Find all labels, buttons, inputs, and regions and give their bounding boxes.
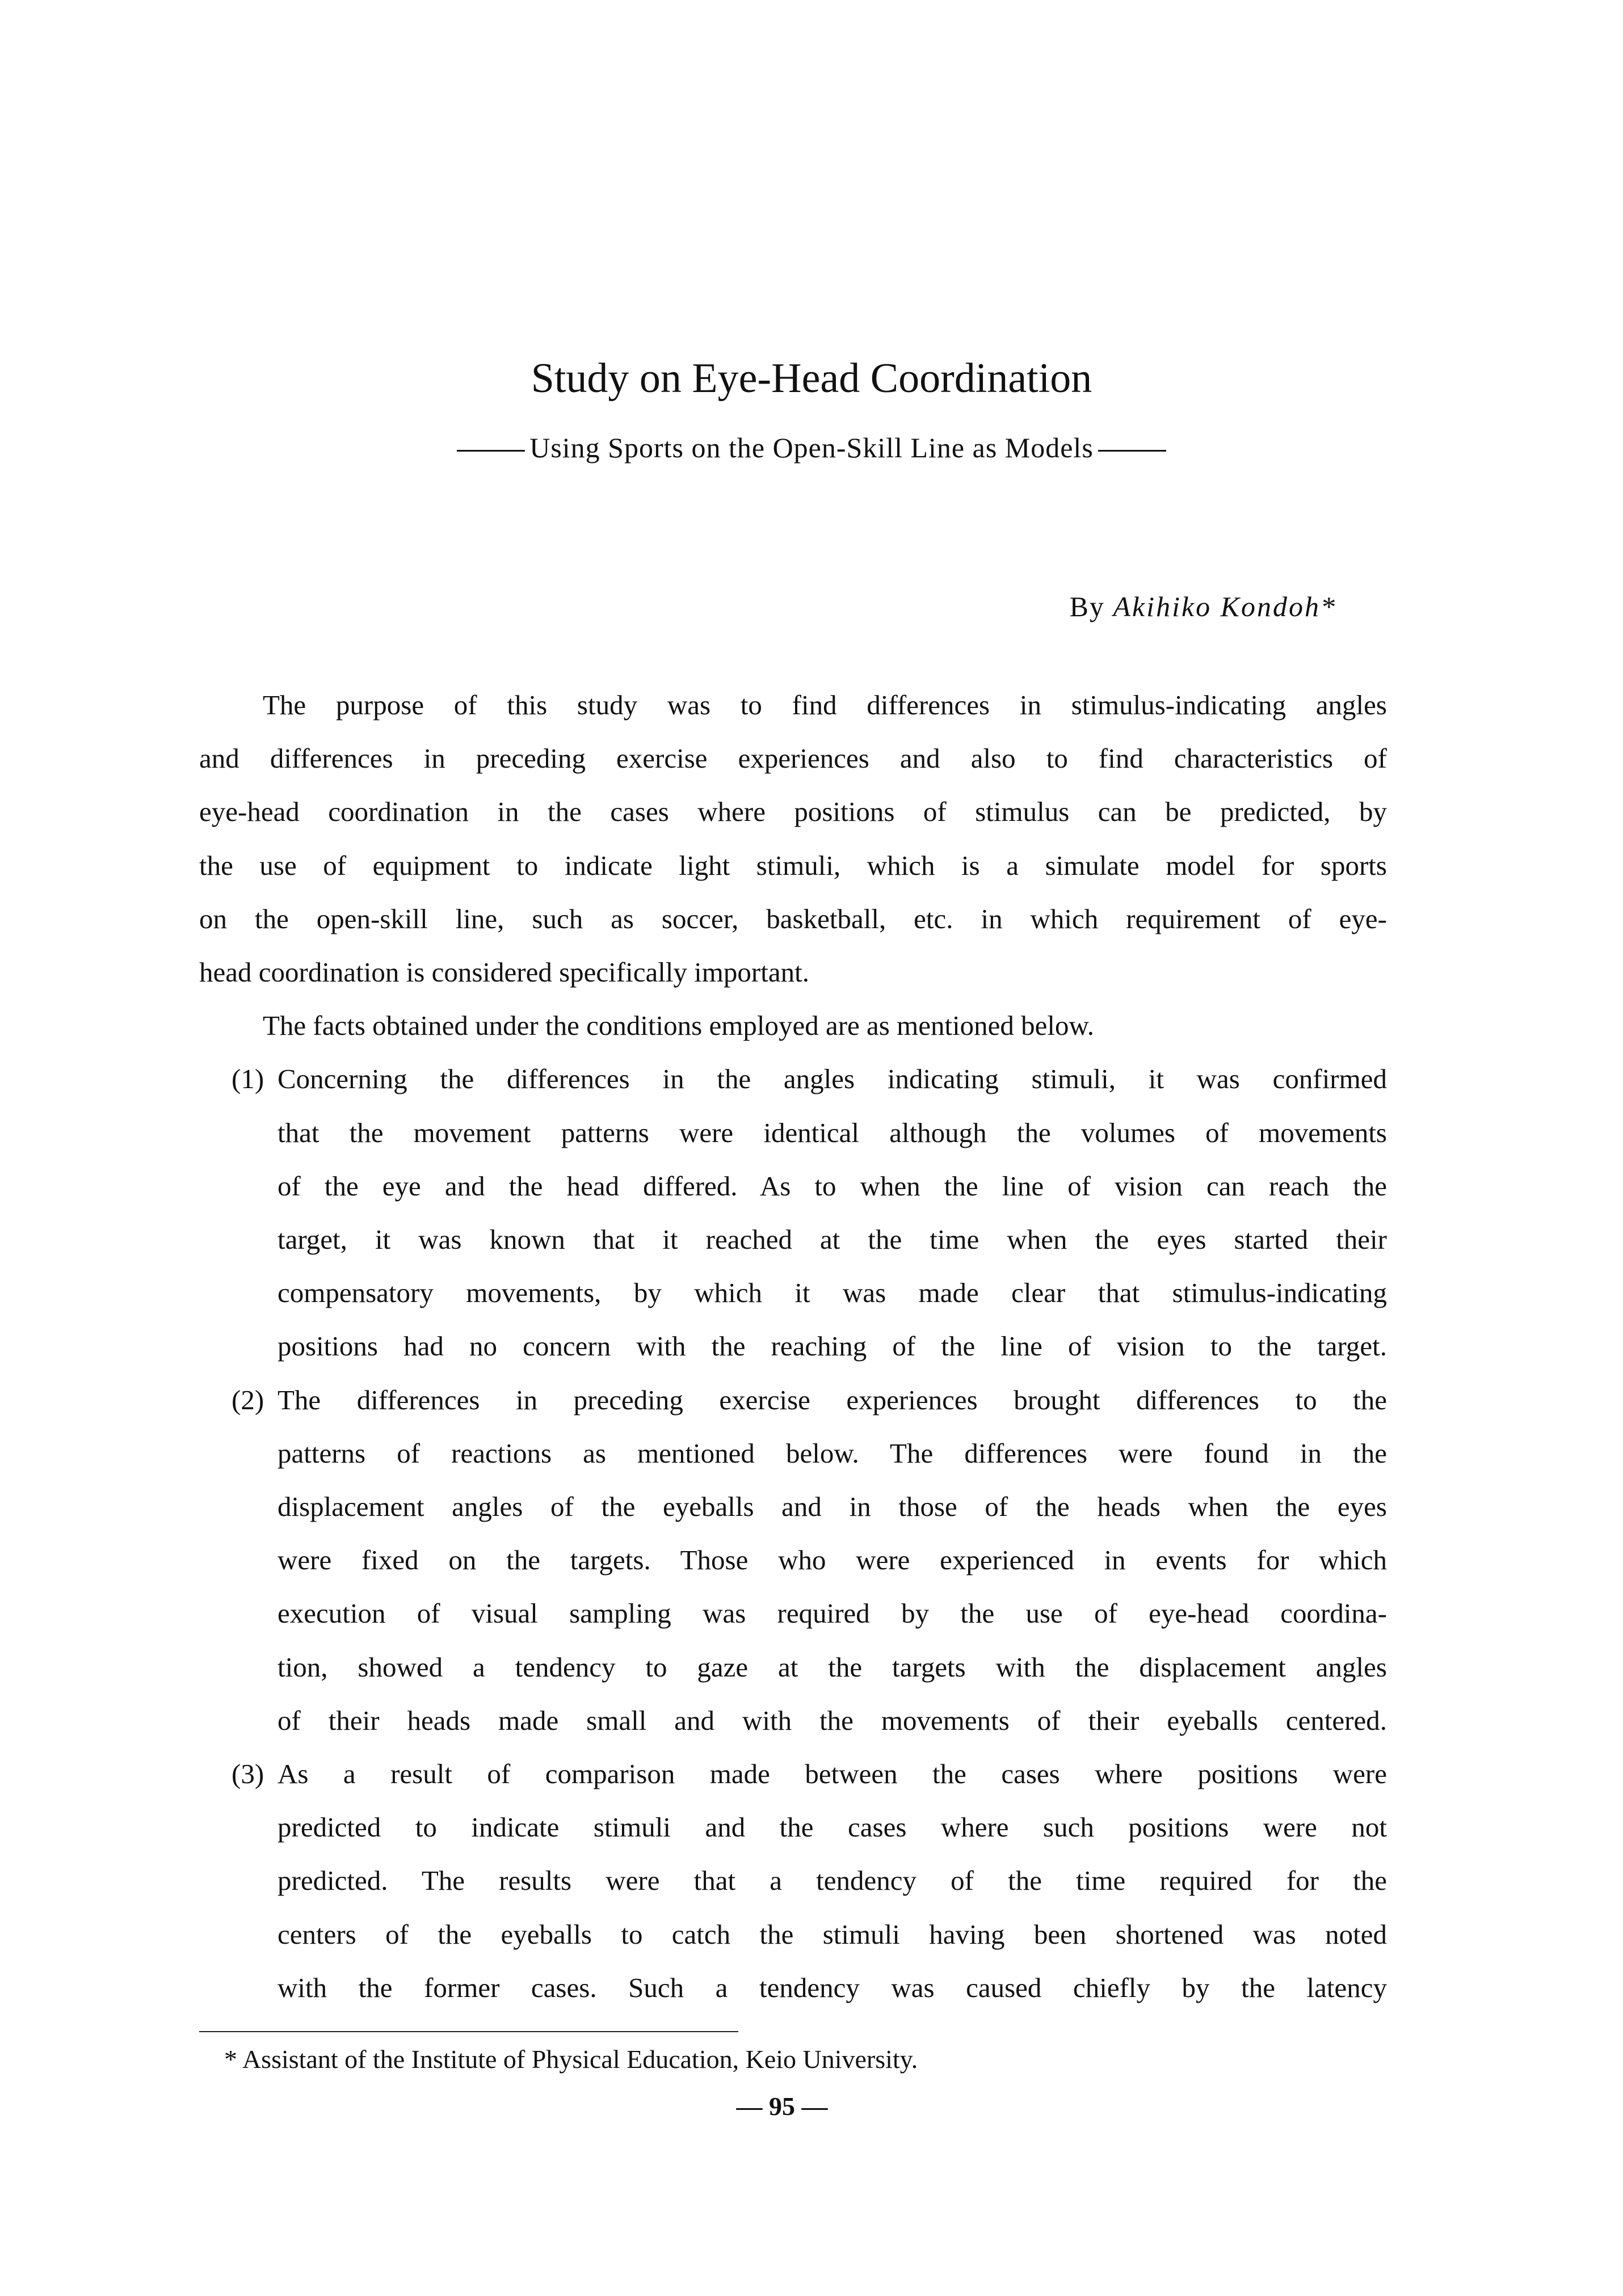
paper-title: Study on Eye-Head Coordination <box>531 355 1092 402</box>
dash-right <box>1098 450 1166 452</box>
byline <box>1070 590 1336 623</box>
author-name: Akihiko Kondoh* <box>1113 591 1336 622</box>
list-item-line: execution of visual sampling was required by the use of eye-head coordina- <box>277 1598 1387 1629</box>
footnote: * Assistant of the Institute of Physical Education, Keio University. <box>224 2045 918 2074</box>
item-number: (3) <box>232 1758 264 1789</box>
list-item-line: predicted. The results were that a tendency of the time required for the <box>277 1865 1387 1897</box>
paragraph-line: The purpose of this study was to find differences in stimulus-indicating angles <box>263 689 1387 721</box>
paper-subtitle <box>0 431 1623 464</box>
dash-left <box>457 450 525 452</box>
footnote-rule <box>199 2031 738 2032</box>
paragraph-line: the use of equipment to indicate light stimuli, which is a simulate model for sports <box>199 849 1387 881</box>
item-number: (2) <box>232 1384 264 1415</box>
list-item-line: were fixed on the targets. Those who were experienced in events for which <box>277 1544 1387 1576</box>
list-item-line: centers of the eyeballs to catch the stimuli having been shortened was noted <box>277 1918 1387 1950</box>
list-item-line: Concerning the differences in the angles indicating stimuli, it was confirmed <box>277 1063 1387 1095</box>
byline-by: By <box>1069 591 1105 622</box>
list-item-line: patterns of reactions as mentioned below. The differences were found in the <box>277 1437 1387 1469</box>
list-item-line: displacement angles of the eyeballs and in those of the heads when the eyes <box>277 1491 1387 1522</box>
list-item-line: of their heads made small and with the movements of their eyeballs centered. <box>277 1704 1387 1736</box>
paragraph-line: The facts obtained under the conditions employed are as mentioned below. <box>263 1010 1094 1042</box>
list-item-line: The differences in preceding exercise experiences brought differences to the <box>277 1384 1387 1415</box>
list-item-line: As a result of comparison made between the cases where positions were <box>277 1758 1387 1789</box>
list-item-line: compensatory movements, by which it was made clear that stimulus-indicating <box>277 1277 1387 1309</box>
list-item-line: with the former cases. Such a tendency was caused chiefly by the latency <box>277 1971 1387 2003</box>
paragraph-line: on the open-skill line, such as soccer, basketball, etc. in which requirement of eye- <box>199 903 1387 934</box>
item-number: (1) <box>232 1063 264 1095</box>
paragraph-line: eye-head coordination in the cases where positions of stimulus can be predicted, by <box>199 796 1387 828</box>
paragraph-line: and differences in preceding exercise experiences and also to find characteristics of <box>199 743 1387 774</box>
list-item-line: target, it was known that it reached at the time when the eyes started their <box>277 1224 1387 1255</box>
list-item-line: positions had no concern with the reaching of the line of vision to the target. <box>277 1330 1387 1362</box>
list-item-line: that the movement patterns were identical although the volumes of movements <box>277 1117 1387 1148</box>
list-item-line: tion, showed a tendency to gaze at the targets with the displacement angles <box>277 1651 1387 1683</box>
paragraph-line: head coordination is considered specifically important. <box>199 957 809 988</box>
list-item-line: predicted to indicate stimuli and the cases where such positions were not <box>277 1811 1387 1843</box>
list-item-line: of the eye and the head differed. As to when the line of vision can reach the <box>277 1170 1387 1202</box>
subtitle-text: Using Sports on the Open-Skill Line as Models <box>529 432 1094 464</box>
page-number: — 95 — <box>736 2092 828 2121</box>
